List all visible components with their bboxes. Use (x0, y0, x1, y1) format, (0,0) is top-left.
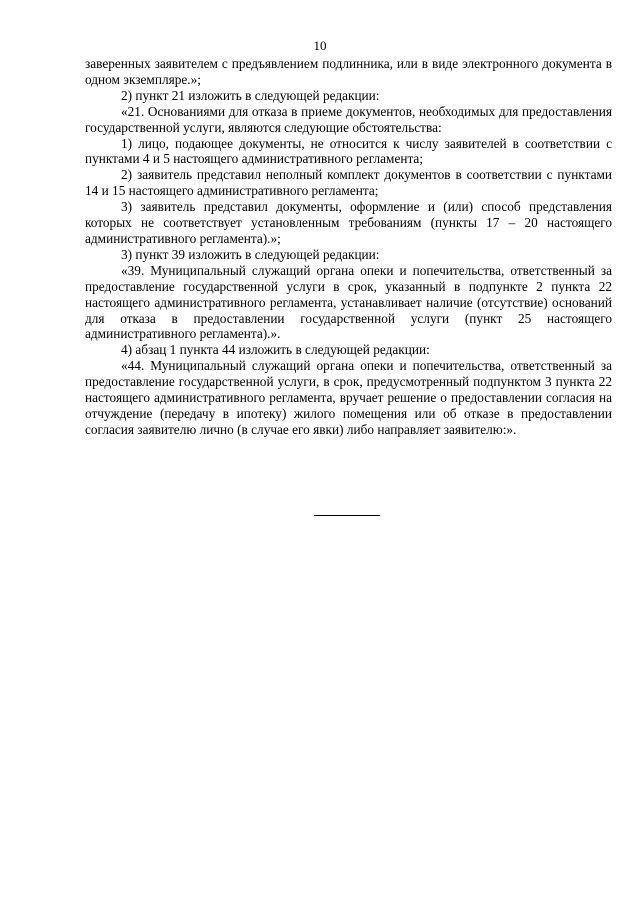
paragraph-point-21: «21. Основаниями для отказа в приеме документов, необходимых для предоставления государственной услуги, являются следующие обстоятельства: (85, 103, 612, 135)
document-body (85, 56, 612, 438)
paragraph-point-39: «39. Муниципальный служащий органа опеки и попечительства, ответственный за предоставление государственной услуги в срок, указанный в подпункте 2 пункта 22 настоящего административного регламента, устанавливает наличие (отсутствие) оснований для отказа в предоставлении государственной услуги (пункт 25 настоящего административного регламента).». (85, 262, 612, 342)
paragraph-point-21-item-3: 3) заявитель представил документы, оформление и (или) способ представления которых не соответствует установленным требованиям (пункты 17 – 20 настоящего административного регламента).»; (85, 199, 612, 246)
paragraph-continuation: заверенных заявителем с предъявлением подлинника, или в виде электронного документа в одном экземпляре.»; (85, 56, 612, 87)
paragraph-amendment-2: 2) пункт 21 изложить в следующей редакции: (121, 87, 380, 103)
paragraph-point-21-item-2: 2) заявитель представил неполный комплект документов в соответствии с пунктами 14 и 15 настоящего административного регламента; (85, 167, 612, 199)
paragraph-point-44: «44. Муниципальный служащий органа опеки и попечительства, ответственный за предоставление государственной услуги, в срок, предусмотренный подпунктом 3 пункта 22 настоящего административного регламента, вручает решение о предоставлении согласия на отчуждение (передачу в ипотеку) жилого помещения или об отказе в предоставлении согласия заявителю лично (в случае его явки) либо направляет заявителю:». (85, 358, 612, 437)
paragraph-amendment-4: 4) абзац 1 пункта 44 изложить в следующей редакции: (121, 342, 430, 358)
paragraph-point-21-item-1: 1) лицо, подающее документы, не относится к числу заявителей в соответствии с пунктами 4 и 5 настоящего административного регламента; (85, 135, 612, 167)
page-number: 10 (313, 38, 327, 53)
end-separator-line (314, 515, 380, 516)
paragraph-amendment-3: 3) пункт 39 изложить в следующей редакции: (121, 246, 380, 262)
